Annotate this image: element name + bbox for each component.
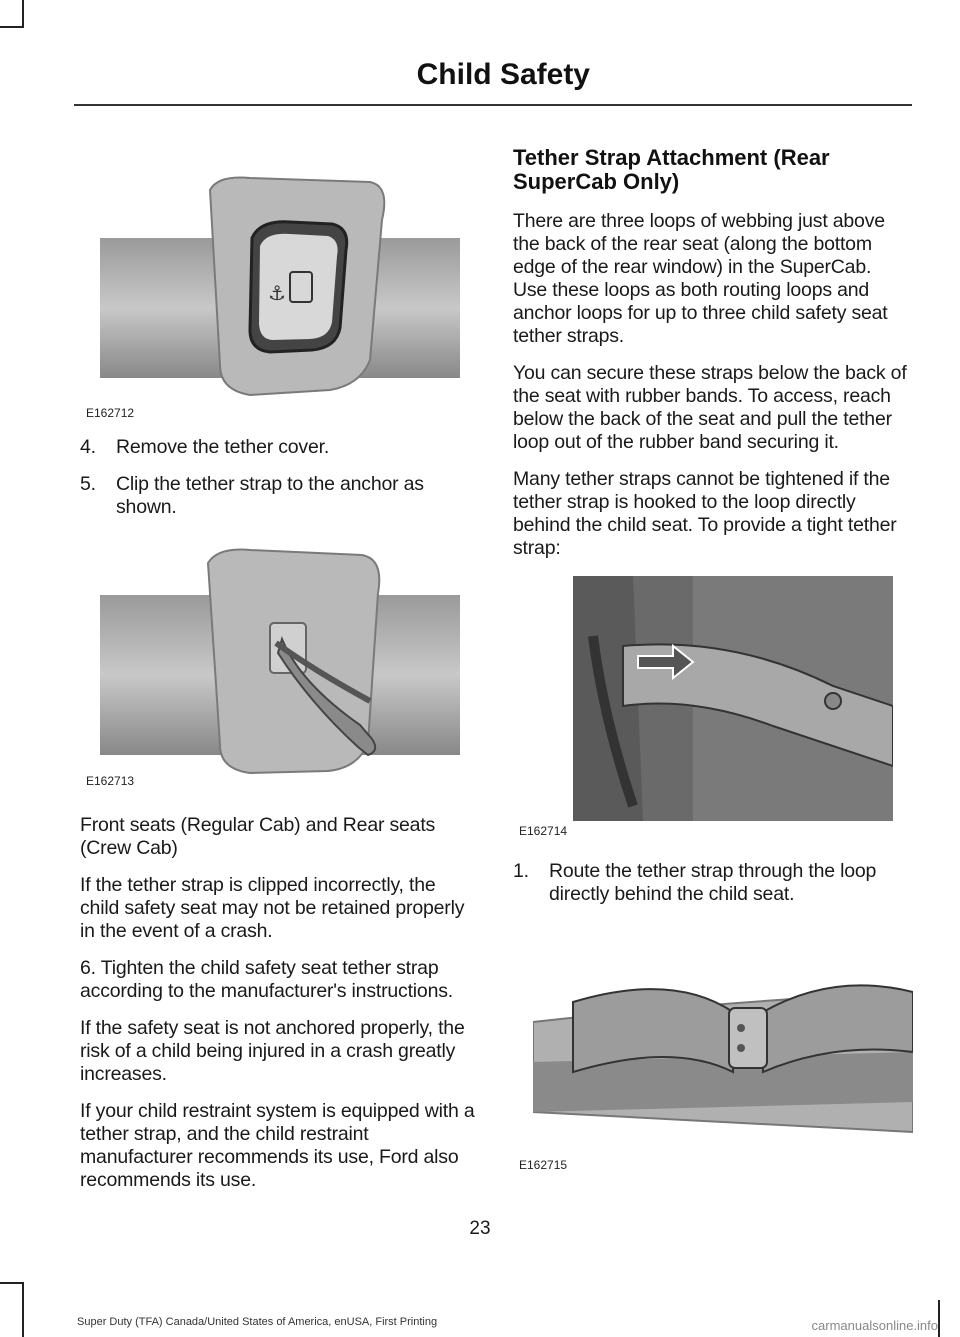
paragraph: There are three loops of webbing just above the back of the rear seat (along the bottom edge of the rear window) in the SuperCab. Use these loops as both routing loops and anchor loops for up to three child safety seat tether straps. <box>513 210 888 347</box>
tether-route-illustration <box>533 962 913 1158</box>
crop-mark <box>0 26 24 28</box>
step-number: 5. <box>80 473 96 495</box>
figure-tether-route <box>519 962 893 1172</box>
crop-mark <box>0 1282 24 1284</box>
paragraph: If your child restraint system is equipped with a tether strap, and the child restraint manufacturer recommends its use, Ford also recommends its use. <box>80 1100 475 1191</box>
page-number: 23 <box>469 1218 491 1239</box>
crop-mark <box>22 1282 24 1337</box>
paragraph: Many tether straps cannot be tightened if the tether strap is hooked to the loop directly behind the child seat. To provide a tight tether strap: <box>513 468 897 559</box>
figure-tether-clip <box>86 543 460 788</box>
paragraph: If the tether strap is clipped incorrectly, the child safety seat may not be retained properly in the event of a crash. <box>80 874 465 942</box>
crop-mark <box>938 1300 940 1337</box>
header-divider <box>74 104 912 106</box>
paragraph: If the safety seat is not anchored properly, the risk of a child being injured in a crash greatly increases. <box>80 1017 465 1085</box>
svg-text:⚓: ⚓ <box>268 281 286 305</box>
figure-code: E162714 <box>519 824 568 838</box>
watermark: carmanualsonline.info <box>811 1318 938 1333</box>
paragraph: You can secure these straps below the back of the seat with rubber bands. To access, reach below the back of the seat and pull the tether loop out of the rubber band securing it. <box>513 362 907 453</box>
right-column <box>513 146 909 1172</box>
step-number: 4. <box>80 436 96 458</box>
figure-code: E162712 <box>86 406 135 420</box>
figure-tether-cover <box>86 150 460 420</box>
section-heading: Tether Strap Attachment (Rear SuperCab Only) <box>513 145 830 194</box>
step-item <box>513 860 909 906</box>
step-text: Route the tether strap through the loop directly behind the child seat. <box>549 860 877 905</box>
figure-tether-loop <box>519 576 893 838</box>
paragraph: Front seats (Regular Cab) and Rear seats (Crew Cab) <box>80 814 436 859</box>
figure-code: E162715 <box>519 1158 568 1172</box>
tether-clip-illustration <box>100 543 460 778</box>
step-text: Remove the tether cover. <box>116 436 330 458</box>
step-text: Clip the tether strap to the anchor as shown. <box>116 473 424 518</box>
tether-loop-illustration <box>533 576 893 826</box>
tether-cover-illustration <box>100 150 460 410</box>
step-item <box>80 473 476 519</box>
step-number: 1. <box>513 860 529 882</box>
left-column <box>80 150 476 1206</box>
footer-text: Super Duty (TFA) Canada/United States of America, enUSA, First Printing <box>77 1316 438 1328</box>
figure-code: E162713 <box>86 774 135 788</box>
step-item <box>80 436 476 459</box>
page-title: Child Safety <box>416 58 590 91</box>
paragraph: 6. Tighten the child safety seat tether strap according to the manufacturer's instructions. <box>80 957 453 1002</box>
crop-mark <box>22 0 24 28</box>
